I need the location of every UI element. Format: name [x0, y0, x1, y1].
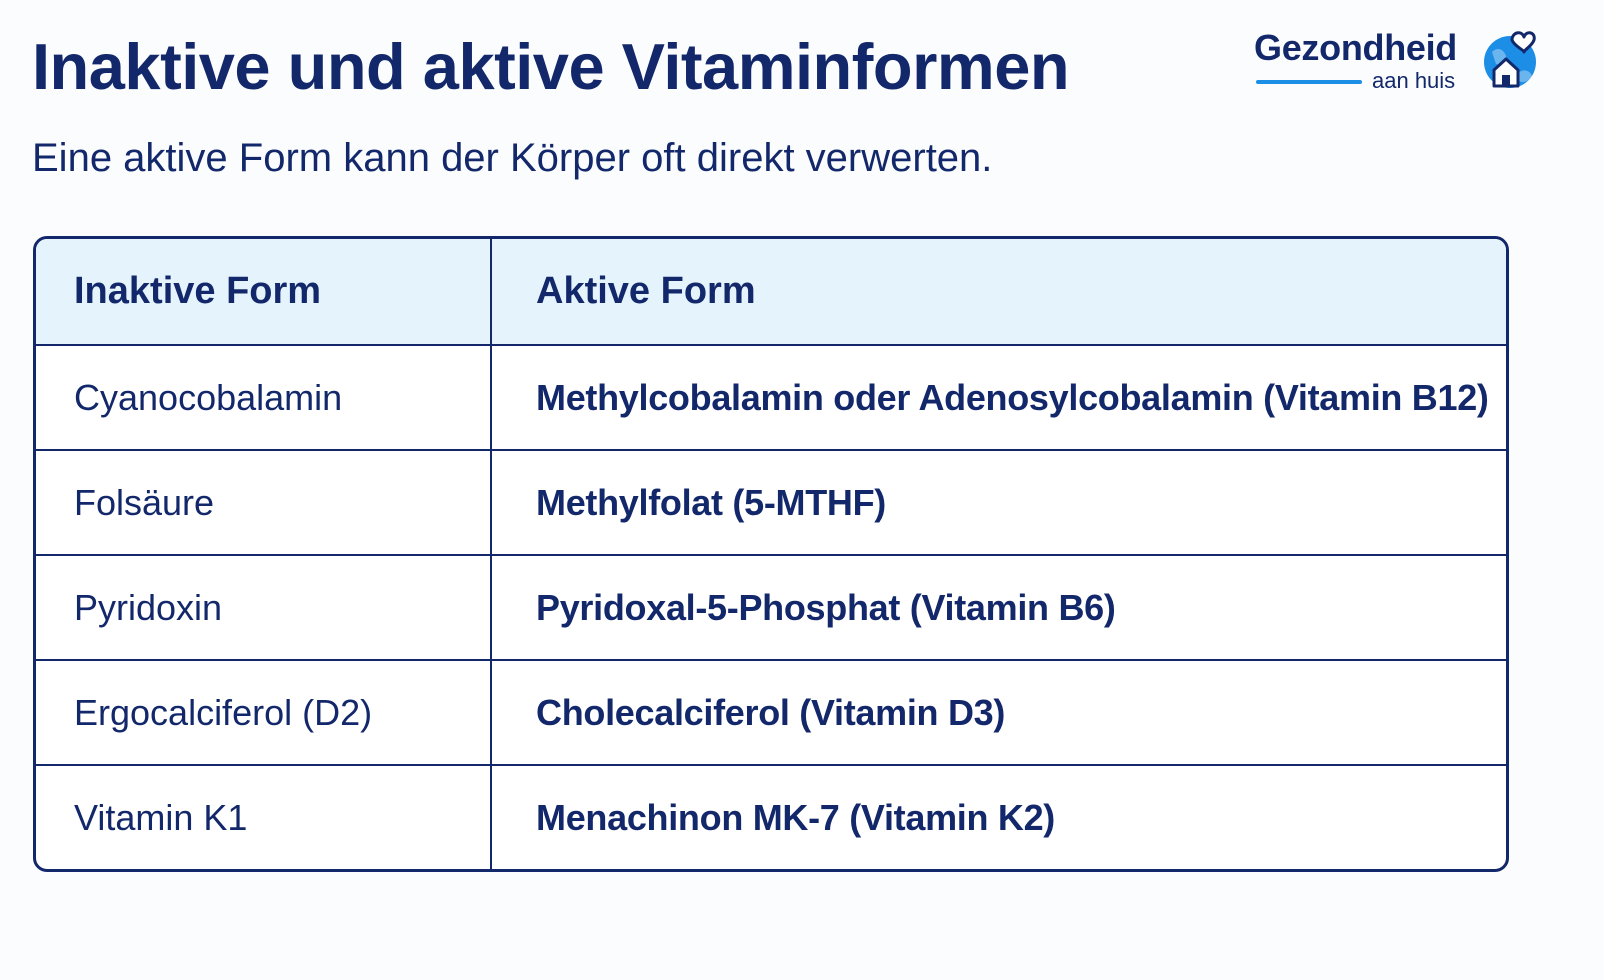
vitamin-forms-table	[33, 236, 1509, 872]
brand-name: Gezondheid	[1254, 27, 1457, 68]
table-row	[36, 450, 1506, 555]
brand-tagline: aan huis	[1372, 68, 1456, 93]
inactive-form-cell: Ergocalciferol (D2)	[36, 660, 491, 765]
inactive-form-cell: Cyanocobalamin	[36, 345, 491, 450]
table-row	[36, 765, 1506, 870]
active-form-cell: Methylfolat (5-MTHF)	[491, 450, 1506, 555]
table-row	[36, 345, 1506, 450]
active-form-cell: Methylcobalamin oder Adenosylcobalamin (Vitamin B12)	[491, 345, 1506, 450]
table-row	[36, 555, 1506, 660]
brand-underline	[1256, 80, 1362, 84]
active-form-cell: Pyridoxal-5-Phosphat (Vitamin B6)	[491, 555, 1506, 660]
active-form-cell: Menachinon MK-7 (Vitamin K2)	[536, 797, 1055, 838]
table-row	[36, 660, 1506, 765]
inactive-form-cell: Folsäure	[36, 450, 491, 555]
inactive-form-cell: Vitamin K1	[36, 765, 491, 870]
active-form-cell: Cholecalciferol (Vitamin D3)	[491, 660, 1506, 765]
column-header-inactive: Inaktive Form	[36, 239, 491, 345]
page-title: Inaktive und aktive Vitaminformen	[32, 30, 1070, 103]
brand-logo	[1254, 28, 1554, 100]
page-subtitle: Eine aktive Form kann der Körper oft direkt verwerten.	[32, 136, 993, 180]
globe-house-heart-icon	[1480, 28, 1540, 92]
column-header-active: Aktive Form	[491, 239, 1506, 345]
table-header-row	[36, 239, 1506, 345]
inactive-form-cell: Pyridoxin	[36, 555, 491, 660]
